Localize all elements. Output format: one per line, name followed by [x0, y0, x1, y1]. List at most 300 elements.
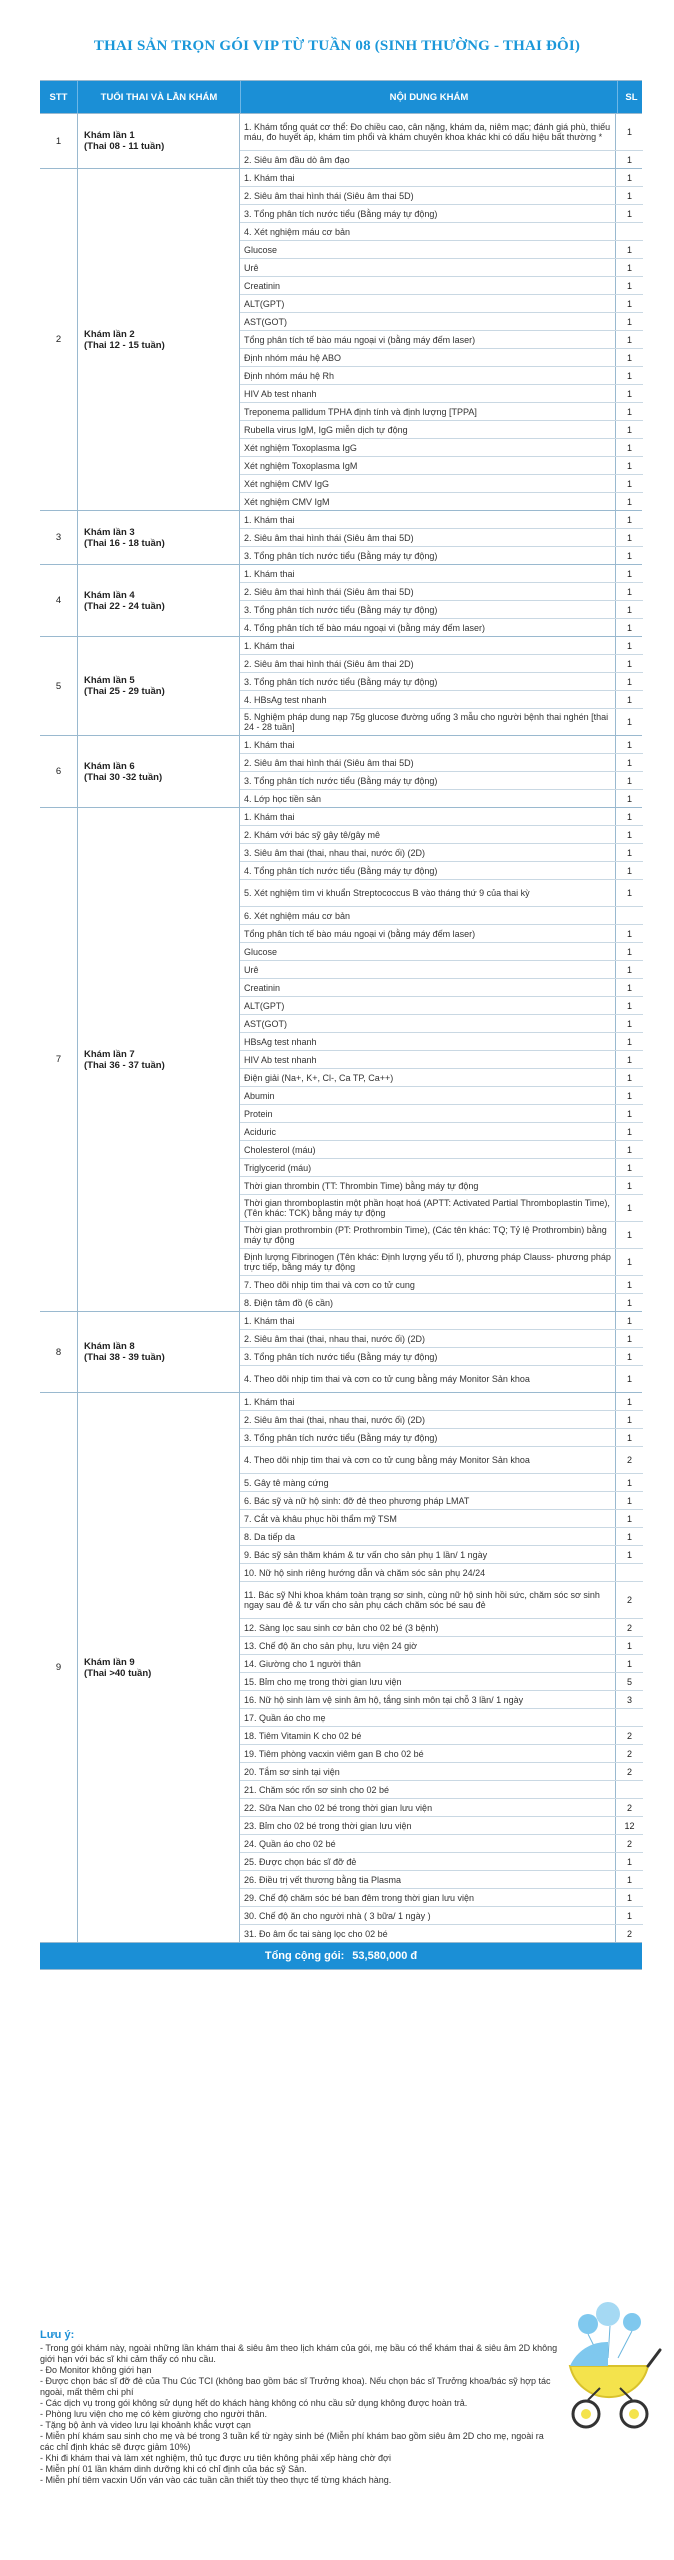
visit-name: Khám lần 9 — [84, 1656, 135, 1668]
table-row — [240, 294, 643, 312]
note-line: - Trong gói khám này, ngoài những lần khám thai & siêu âm theo lịch khám của gói, mẹ bầu có thể khám thai & siêu âm 2D không giới hạn với bác sĩ khi cảm thấy có nhu cầu. — [40, 2343, 558, 2364]
service-content: 16. Nữ hộ sinh làm vệ sinh âm hộ, tắng sinh môn tại chỗ 3 lần/ 1 ngày — [240, 1691, 616, 1708]
table-body — [40, 113, 642, 1942]
table-row — [240, 330, 643, 348]
service-quantity: 1 — [626, 1892, 632, 1903]
table-row — [240, 222, 643, 240]
table-row — [240, 1744, 643, 1762]
service-content: Định lượng Fibrinogen (Tên khác: Định lượng yếu tố I), phương pháp Clauss- phương pháp trực tiếp, bằng máy tự động — [240, 1249, 616, 1275]
table-row — [240, 348, 643, 366]
service-content: 26. Điều trị vết thương bằng tia Plasma — [240, 1871, 616, 1888]
service-content: 3. Tổng phân tích nước tiểu (Bằng máy tự động) — [240, 772, 616, 789]
service-content: Urê — [240, 259, 616, 276]
service-content: Tổng phân tích tế bào máu ngoại vi (bằng máy đếm laser) — [240, 925, 616, 942]
service-quantity: 1 — [626, 424, 632, 435]
service-quantity: 1 — [626, 1297, 632, 1308]
visit-weeks: (Thai 12 - 15 tuần) — [84, 339, 165, 351]
visit-name: Khám lần 7 — [84, 1048, 135, 1060]
service-quantity: 1 — [626, 244, 632, 255]
service-content: 13. Chế độ ăn cho sản phụ, lưu viện 24 giờ — [240, 1637, 616, 1654]
service-quantity: 3 — [626, 1694, 632, 1705]
table-row — [240, 204, 643, 222]
exam-group — [40, 168, 642, 510]
package-table — [40, 80, 642, 1970]
table-row — [240, 1275, 643, 1293]
service-quantity: 1 — [626, 982, 632, 993]
table-row — [240, 438, 643, 456]
service-quantity: 1 — [626, 388, 632, 399]
table-row — [240, 1491, 643, 1509]
service-quantity: 1 — [626, 717, 632, 727]
group-items — [240, 1393, 643, 1942]
table-row — [240, 1563, 643, 1581]
service-quantity: 1 — [626, 1874, 632, 1885]
service-quantity: 1 — [626, 496, 632, 507]
service-content: Creatinin — [240, 277, 616, 294]
visit-name: Khám lần 2 — [84, 328, 135, 340]
service-quantity: 1 — [626, 442, 632, 453]
service-quantity: 1 — [626, 1018, 632, 1029]
service-quantity: 1 — [626, 888, 632, 898]
service-content: 11. Bác sỹ Nhi khoa khám toàn trạng sơ sinh, cùng nữ hộ sinh hồi sức, chăm sóc sơ sinh ngay sau đẻ & tư vấn cho sản phụ cách chăm sóc bé sau đẻ — [240, 1582, 616, 1618]
table-row — [240, 1473, 643, 1491]
group-items — [240, 637, 643, 735]
notes-section — [40, 2330, 560, 2486]
table-row — [240, 1906, 643, 1924]
service-content: 5. Xét nghiệm tìm vi khuẩn Streptococcus B vào tháng thứ 9 của thai kỳ — [240, 880, 616, 906]
service-quantity: 1 — [626, 568, 632, 579]
service-content: 4. Theo dõi nhịp tim thai và cơn co tử cung bằng máy Monitor Sản khoa — [240, 1447, 616, 1473]
table-row — [240, 565, 643, 582]
service-content: Định nhóm máu hệ ABO — [240, 349, 616, 366]
service-quantity: 1 — [626, 658, 632, 669]
service-content: 15. Bỉm cho mẹ trong thời gian lưu viện — [240, 1673, 616, 1690]
table-row — [240, 384, 643, 402]
service-quantity: 1 — [626, 1477, 632, 1488]
exam-group — [40, 510, 642, 564]
table-row — [240, 736, 643, 753]
total-amount: 53,580,000 đ — [352, 1950, 418, 1962]
service-content: Xét nghiệm Toxoplasma IgM — [240, 457, 616, 474]
visit-weeks: (Thai >40 tuần) — [84, 1667, 152, 1679]
table-row — [240, 906, 643, 924]
service-quantity: 1 — [626, 1090, 632, 1101]
table-row — [240, 1762, 643, 1780]
service-quantity: 1 — [626, 190, 632, 201]
service-content: 2. Siêu âm đầu dò âm đạo — [240, 151, 616, 168]
service-content: Tổng phân tích tế bào máu ngoại vi (bằng máy đếm laser) — [240, 331, 616, 348]
group-stt: 5 — [40, 637, 78, 735]
group-items — [240, 736, 643, 807]
service-quantity: 1 — [626, 1315, 632, 1326]
service-quantity: 1 — [626, 532, 632, 543]
table-row — [240, 1347, 643, 1365]
service-quantity: 1 — [626, 262, 632, 273]
table-row — [240, 1194, 643, 1221]
visit-name: Khám lần 8 — [84, 1341, 135, 1352]
table-row — [240, 366, 643, 384]
group-visit — [78, 511, 240, 564]
table-row — [240, 1158, 643, 1176]
service-content: 2. Siêu âm thai (thai, nhau thai, nước ối) (2D) — [240, 1330, 616, 1347]
visit-name: Khám lần 4 — [84, 589, 135, 601]
service-quantity: 1 — [626, 1513, 632, 1524]
table-row — [240, 528, 643, 546]
service-quantity: 1 — [626, 478, 632, 489]
table-row — [240, 960, 643, 978]
note-line: - Khi đi khám thai và làm xét nghiệm, thủ tục được ưu tiên không phải xếp hàng chờ đợi — [40, 2453, 391, 2463]
group-stt: 1 — [40, 114, 78, 168]
service-content: 4. Lớp học tiền sản — [240, 790, 616, 807]
service-content: 4. Xét nghiệm máu cơ bản — [240, 223, 616, 240]
service-content: 5. Gây tê màng cứng — [240, 1474, 616, 1491]
table-row — [240, 1888, 643, 1906]
service-content: ALT(GPT) — [240, 997, 616, 1014]
service-content: AST(GOT) — [240, 313, 616, 330]
service-content: 2. Siêu âm thai hình thái (Siêu âm thai 5D) — [240, 583, 616, 600]
notes-list — [40, 2343, 560, 2486]
service-quantity: 1 — [626, 865, 632, 876]
visit-weeks: (Thai 36 - 37 tuần) — [84, 1059, 165, 1071]
service-content: ALT(GPT) — [240, 295, 616, 312]
service-content: Định nhóm máu hệ Rh — [240, 367, 616, 384]
total-label: Tổng cộng gói: — [264, 1950, 345, 1962]
service-quantity: 1 — [626, 739, 632, 750]
note-line: - Tặng bộ ảnh và video lưu lại khoảnh khắc vượt cạn — [40, 2420, 251, 2430]
visit-weeks: (Thai 38 - 39 tuần) — [84, 1352, 165, 1363]
service-content: 8. Da tiếp da — [240, 1528, 616, 1545]
service-quantity: 1 — [626, 811, 632, 822]
service-content: 2. Siêu âm thai hình thái (Siêu âm thai 2D) — [240, 655, 616, 672]
table-row — [240, 1780, 643, 1798]
service-content: 4. HBsAg test nhanh — [240, 691, 616, 708]
service-content: 4. Tổng phân tích nước tiểu (Bằng máy tự động) — [240, 862, 616, 879]
service-content: 9. Bác sỹ sản thăm khám & tư vấn cho sản phụ 1 lần/ 1 ngày — [240, 1546, 616, 1563]
table-row — [240, 1014, 643, 1032]
table-row — [240, 618, 643, 636]
visit-name: Khám lần 1 — [84, 130, 135, 141]
service-content: 2. Siêu âm thai hình thái (Siêu âm thai 5D) — [240, 529, 616, 546]
service-quantity: 2 — [626, 1928, 632, 1939]
service-quantity — [616, 1709, 643, 1726]
table-row — [240, 169, 643, 186]
service-content: 3. Tổng phân tích nước tiểu (Bằng máy tự động) — [240, 601, 616, 618]
service-content: AST(GOT) — [240, 1015, 616, 1032]
table-row — [240, 1428, 643, 1446]
service-quantity: 5 — [626, 1676, 632, 1687]
service-quantity: 1 — [626, 1351, 632, 1362]
table-row — [240, 420, 643, 438]
service-quantity: 1 — [626, 829, 632, 840]
group-visit — [78, 1393, 240, 1942]
service-quantity: 1 — [626, 514, 632, 525]
table-row — [240, 1122, 643, 1140]
service-quantity: 1 — [626, 280, 632, 291]
group-stt: 4 — [40, 565, 78, 636]
service-content: 2. Khám với bác sỹ gây tê/gây mê — [240, 826, 616, 843]
service-quantity: 1 — [626, 928, 632, 939]
total-row — [40, 1942, 642, 1969]
service-quantity: 1 — [626, 586, 632, 597]
table-row — [240, 1834, 643, 1852]
service-content: 7. Theo dõi nhịp tim thai và cơn co tử cung — [240, 1276, 616, 1293]
service-content: Protein — [240, 1105, 616, 1122]
service-content: Creatinin — [240, 979, 616, 996]
service-quantity: 1 — [626, 1333, 632, 1344]
group-visit — [78, 808, 240, 1311]
service-content: 3. Tổng phân tích nước tiểu (Bằng máy tự động) — [240, 1429, 616, 1446]
service-quantity: 1 — [626, 1162, 632, 1173]
visit-weeks: (Thai 30 -32 tuần) — [84, 771, 163, 783]
table-row — [240, 240, 643, 258]
visit-weeks: (Thai 08 - 11 tuần) — [84, 141, 165, 152]
service-content: 1. Khám thai — [240, 808, 616, 825]
header-age: TUỔI THAI VÀ LẦN KHÁM — [78, 81, 241, 113]
service-quantity: 1 — [626, 1414, 632, 1425]
note-line: - Các dịch vụ trong gói không sử dụng hết do khách hàng không có nhu cầu sử dụng không được hoàn trả. — [40, 2398, 468, 2408]
table-row — [240, 996, 643, 1014]
exam-group — [40, 1392, 642, 1942]
group-stt: 7 — [40, 808, 78, 1311]
table-row — [240, 708, 643, 735]
service-quantity: 1 — [626, 622, 632, 633]
page-title: THAI SẢN TRỌN GÓI VIP TỪ TUẦN 08 (SINH THƯỜNG - THAI ĐÔI) — [93, 38, 581, 54]
service-quantity — [616, 907, 643, 924]
service-content: HIV Ab test nhanh — [240, 385, 616, 402]
service-content: 1. Khám thai — [240, 1393, 616, 1410]
group-stt: 2 — [40, 169, 78, 510]
table-row — [240, 1816, 643, 1834]
table-row — [240, 978, 643, 996]
service-content: 4. Theo dõi nhịp tim thai và cơn co tử cung bằng máy Monitor Sản khoa — [240, 1366, 616, 1392]
table-row — [240, 1446, 643, 1473]
service-quantity: 1 — [626, 1180, 632, 1191]
service-quantity — [616, 1564, 643, 1581]
service-content: HBsAg test nhanh — [240, 1033, 616, 1050]
table-row — [240, 1924, 643, 1942]
table-row — [240, 1798, 643, 1816]
table-row — [240, 1032, 643, 1050]
service-content: Thời gian thromboplastin một phần hoạt hoá (APTT: Activated Partial Thromboplastin Time), (Tên khác: TCK) bằng máy tự động — [240, 1195, 616, 1221]
service-quantity: 1 — [626, 946, 632, 957]
service-quantity: 1 — [626, 793, 632, 804]
service-quantity: 1 — [626, 1108, 632, 1119]
note-line: - Được chọn bác sĩ đỡ đẻ của Thu Cúc TCI (không bao gồm bác sĩ Trưởng khoa). Nếu chọn bác sĩ Trưởng khoa/bác sỹ hợp tác ngoài, mất thêm chi phí — [40, 2376, 551, 2397]
table-row — [240, 186, 643, 204]
service-content: Thời gian prothrombin (PT: Prothrombin Time), (Các tên khác: TQ; Tỷ lệ Prothrombin) bằng máy tự động — [240, 1222, 616, 1248]
service-quantity: 2 — [626, 1595, 632, 1605]
group-items — [240, 511, 643, 564]
table-row — [240, 1050, 643, 1068]
service-content: 1. Khám thai — [240, 565, 616, 582]
visit-name: Khám lần 5 — [84, 675, 135, 686]
group-items — [240, 1312, 643, 1392]
service-content: Xét nghiệm CMV IgM — [240, 493, 616, 510]
service-quantity — [616, 223, 643, 240]
header-content: NỘI DUNG KHÁM — [241, 81, 618, 113]
table-row — [240, 1329, 643, 1347]
table-row — [240, 258, 643, 276]
service-content: 24. Quần áo cho 02 bé — [240, 1835, 616, 1852]
table-row — [240, 1068, 643, 1086]
service-quantity: 1 — [626, 1257, 632, 1267]
service-content: 21. Chăm sóc rốn sơ sinh cho 02 bé — [240, 1781, 616, 1798]
notes-heading: Lưu ý: — [40, 2329, 75, 2341]
note-line: - Phòng lưu viện cho mẹ có kèm giường cho người thân. — [40, 2409, 267, 2419]
service-content: 10. Nữ hộ sinh riêng hướng dẫn và chăm sóc sản phụ 24/24 — [240, 1564, 616, 1581]
table-row — [240, 1636, 643, 1654]
service-content: 7. Cắt và khâu phục hồi thẩm mỹ TSM — [240, 1510, 616, 1527]
baby-stroller-icon — [548, 2296, 668, 2446]
note-line: - Miễn phí 01 lần khám dinh dưỡng khi có chỉ định của bác sỹ Sản. — [40, 2464, 307, 2474]
service-quantity: 1 — [626, 775, 632, 786]
service-quantity: 1 — [626, 640, 632, 651]
table-row — [240, 114, 643, 150]
table-row — [240, 825, 643, 843]
group-visit — [78, 736, 240, 807]
table-row — [240, 843, 643, 861]
service-content: 31. Đo âm ốc tai sàng lọc cho 02 bé — [240, 1925, 616, 1942]
table-row — [240, 808, 643, 825]
table-row — [240, 1852, 643, 1870]
table-row — [240, 600, 643, 618]
service-quantity: 1 — [626, 172, 632, 183]
visit-weeks: (Thai 16 - 18 tuần) — [84, 537, 165, 549]
service-quantity: 1 — [626, 694, 632, 705]
group-items — [240, 565, 643, 636]
table-row — [240, 312, 643, 330]
service-quantity: 1 — [626, 208, 632, 219]
service-quantity — [616, 1781, 643, 1798]
service-quantity: 2 — [626, 1802, 632, 1813]
visit-name: Khám lần 6 — [84, 760, 135, 772]
exam-group — [40, 636, 642, 735]
note-line: - Đo Monitor không giới hạn — [40, 2365, 152, 2375]
service-quantity: 1 — [626, 1531, 632, 1542]
exam-group — [40, 113, 642, 168]
note-line: - Miễn phí tiêm vacxin Uốn ván vào các tuần cần thiết tùy theo thực tế từng khách hàng. — [40, 2475, 392, 2485]
service-content: 14. Giường cho 1 người thân — [240, 1655, 616, 1672]
service-quantity: 1 — [626, 1279, 632, 1290]
service-quantity: 1 — [626, 1549, 632, 1560]
service-content: 30. Chế độ ăn cho người nhà ( 3 bữa/ 1 ngày ) — [240, 1907, 616, 1924]
service-content: 23. Bỉm cho 02 bé trong thời gian lưu viện — [240, 1817, 616, 1834]
service-content: 18. Tiêm Vitamin K cho 02 bé — [240, 1727, 616, 1744]
service-content: 6. Bác sỹ và nữ hộ sinh: đỡ đẻ theo phương pháp LMAT — [240, 1492, 616, 1509]
header-sl: SL — [625, 91, 638, 103]
service-content: Treponema pallidum TPHA định tính và định lượng [TPPA] — [240, 403, 616, 420]
service-quantity: 2 — [626, 1766, 632, 1777]
table-row — [240, 1870, 643, 1888]
service-content: 3. Tổng phân tích nước tiểu (Bằng máy tự động) — [240, 1348, 616, 1365]
service-content: 29. Chế độ chăm sóc bé ban đêm trong thời gian lưu viện — [240, 1889, 616, 1906]
exam-group — [40, 1311, 642, 1392]
service-quantity: 1 — [626, 1230, 632, 1240]
service-quantity: 1 — [626, 1374, 632, 1384]
table-row — [240, 511, 643, 528]
service-quantity: 2 — [626, 1838, 632, 1849]
table-row — [240, 1312, 643, 1329]
service-content: 1. Khám thai — [240, 169, 616, 186]
service-content: Xét nghiệm Toxoplasma IgG — [240, 439, 616, 456]
service-quantity: 1 — [626, 127, 632, 137]
table-row — [240, 1365, 643, 1392]
service-content: 25. Được chọn bác sĩ đỡ đẻ — [240, 1853, 616, 1870]
service-quantity: 1 — [626, 1396, 632, 1407]
exam-group — [40, 564, 642, 636]
service-content: Điện giải (Na+, K+, Cl-, Ca TP, Ca++) — [240, 1069, 616, 1086]
service-content: 12. Sàng lọc sau sinh cơ bản cho 02 bé (3 bệnh) — [240, 1619, 616, 1636]
service-content: Aciduric — [240, 1123, 616, 1140]
table-row — [240, 1221, 643, 1248]
table-row — [240, 1248, 643, 1275]
table-row — [240, 582, 643, 600]
service-quantity: 1 — [626, 1126, 632, 1137]
exam-group — [40, 807, 642, 1311]
table-row — [240, 1708, 643, 1726]
service-content: Triglycerid (máu) — [240, 1159, 616, 1176]
table-row — [240, 654, 643, 672]
group-visit — [78, 637, 240, 735]
table-row — [240, 1104, 643, 1122]
visit-weeks: (Thai 22 - 24 tuần) — [84, 600, 165, 612]
service-quantity: 1 — [626, 757, 632, 768]
table-row — [240, 402, 643, 420]
table-row — [240, 1545, 643, 1563]
group-visit — [78, 169, 240, 510]
service-content: HIV Ab test nhanh — [240, 1051, 616, 1068]
table-row — [240, 753, 643, 771]
group-visit — [78, 1312, 240, 1392]
table-row — [240, 861, 643, 879]
table-row — [240, 1618, 643, 1636]
service-quantity: 1 — [626, 352, 632, 363]
service-quantity: 1 — [626, 298, 632, 309]
service-content: 1. Khám tổng quát cơ thể: Đo chiều cao, cân nặng, khám da, niêm mạc; đánh giá phù, thiếu máu, đo huyết áp, khám tim phổi và khám chuyên khoa khác khi có dấu hiệu bất thường * — [240, 114, 616, 150]
table-row — [240, 1654, 643, 1672]
table-row — [240, 1176, 643, 1194]
group-stt: 6 — [40, 736, 78, 807]
service-content: Thời gian thrombin (TT: Thrombin Time) bằng máy tự động — [240, 1177, 616, 1194]
service-quantity: 1 — [626, 334, 632, 345]
table-row — [240, 690, 643, 708]
service-content: 20. Tắm sơ sinh tại viện — [240, 1763, 616, 1780]
group-items — [240, 114, 643, 168]
service-quantity: 1 — [626, 1036, 632, 1047]
service-quantity: 1 — [626, 1203, 632, 1213]
service-quantity: 1 — [626, 550, 632, 561]
visit-weeks: (Thai 25 - 29 tuần) — [84, 686, 165, 697]
table-row — [240, 276, 643, 294]
service-quantity: 1 — [626, 964, 632, 975]
table-row — [240, 672, 643, 690]
service-quantity: 2 — [626, 1730, 632, 1741]
table-row — [240, 1293, 643, 1311]
note-line: - Miễn phí khám sau sinh cho mẹ và bé trong 3 tuần kể từ ngày sinh bé (Miễn phí khám bao gồm siêu âm 2D cho mẹ, ngoài ra các chỉ định khác sẽ được giảm 10%) — [40, 2431, 544, 2452]
table-row — [240, 924, 643, 942]
service-quantity: 1 — [626, 604, 632, 615]
group-stt: 9 — [40, 1393, 78, 1942]
table-header — [40, 81, 642, 113]
table-row — [240, 1509, 643, 1527]
group-visit — [78, 114, 240, 168]
service-content: 19. Tiêm phòng vacxin viêm gan B cho 02 bé — [240, 1745, 616, 1762]
service-content: Glucose — [240, 943, 616, 960]
table-row — [240, 1581, 643, 1618]
group-visit — [78, 565, 240, 636]
service-content: 1. Khám thai — [240, 1312, 616, 1329]
table-row — [240, 546, 643, 564]
